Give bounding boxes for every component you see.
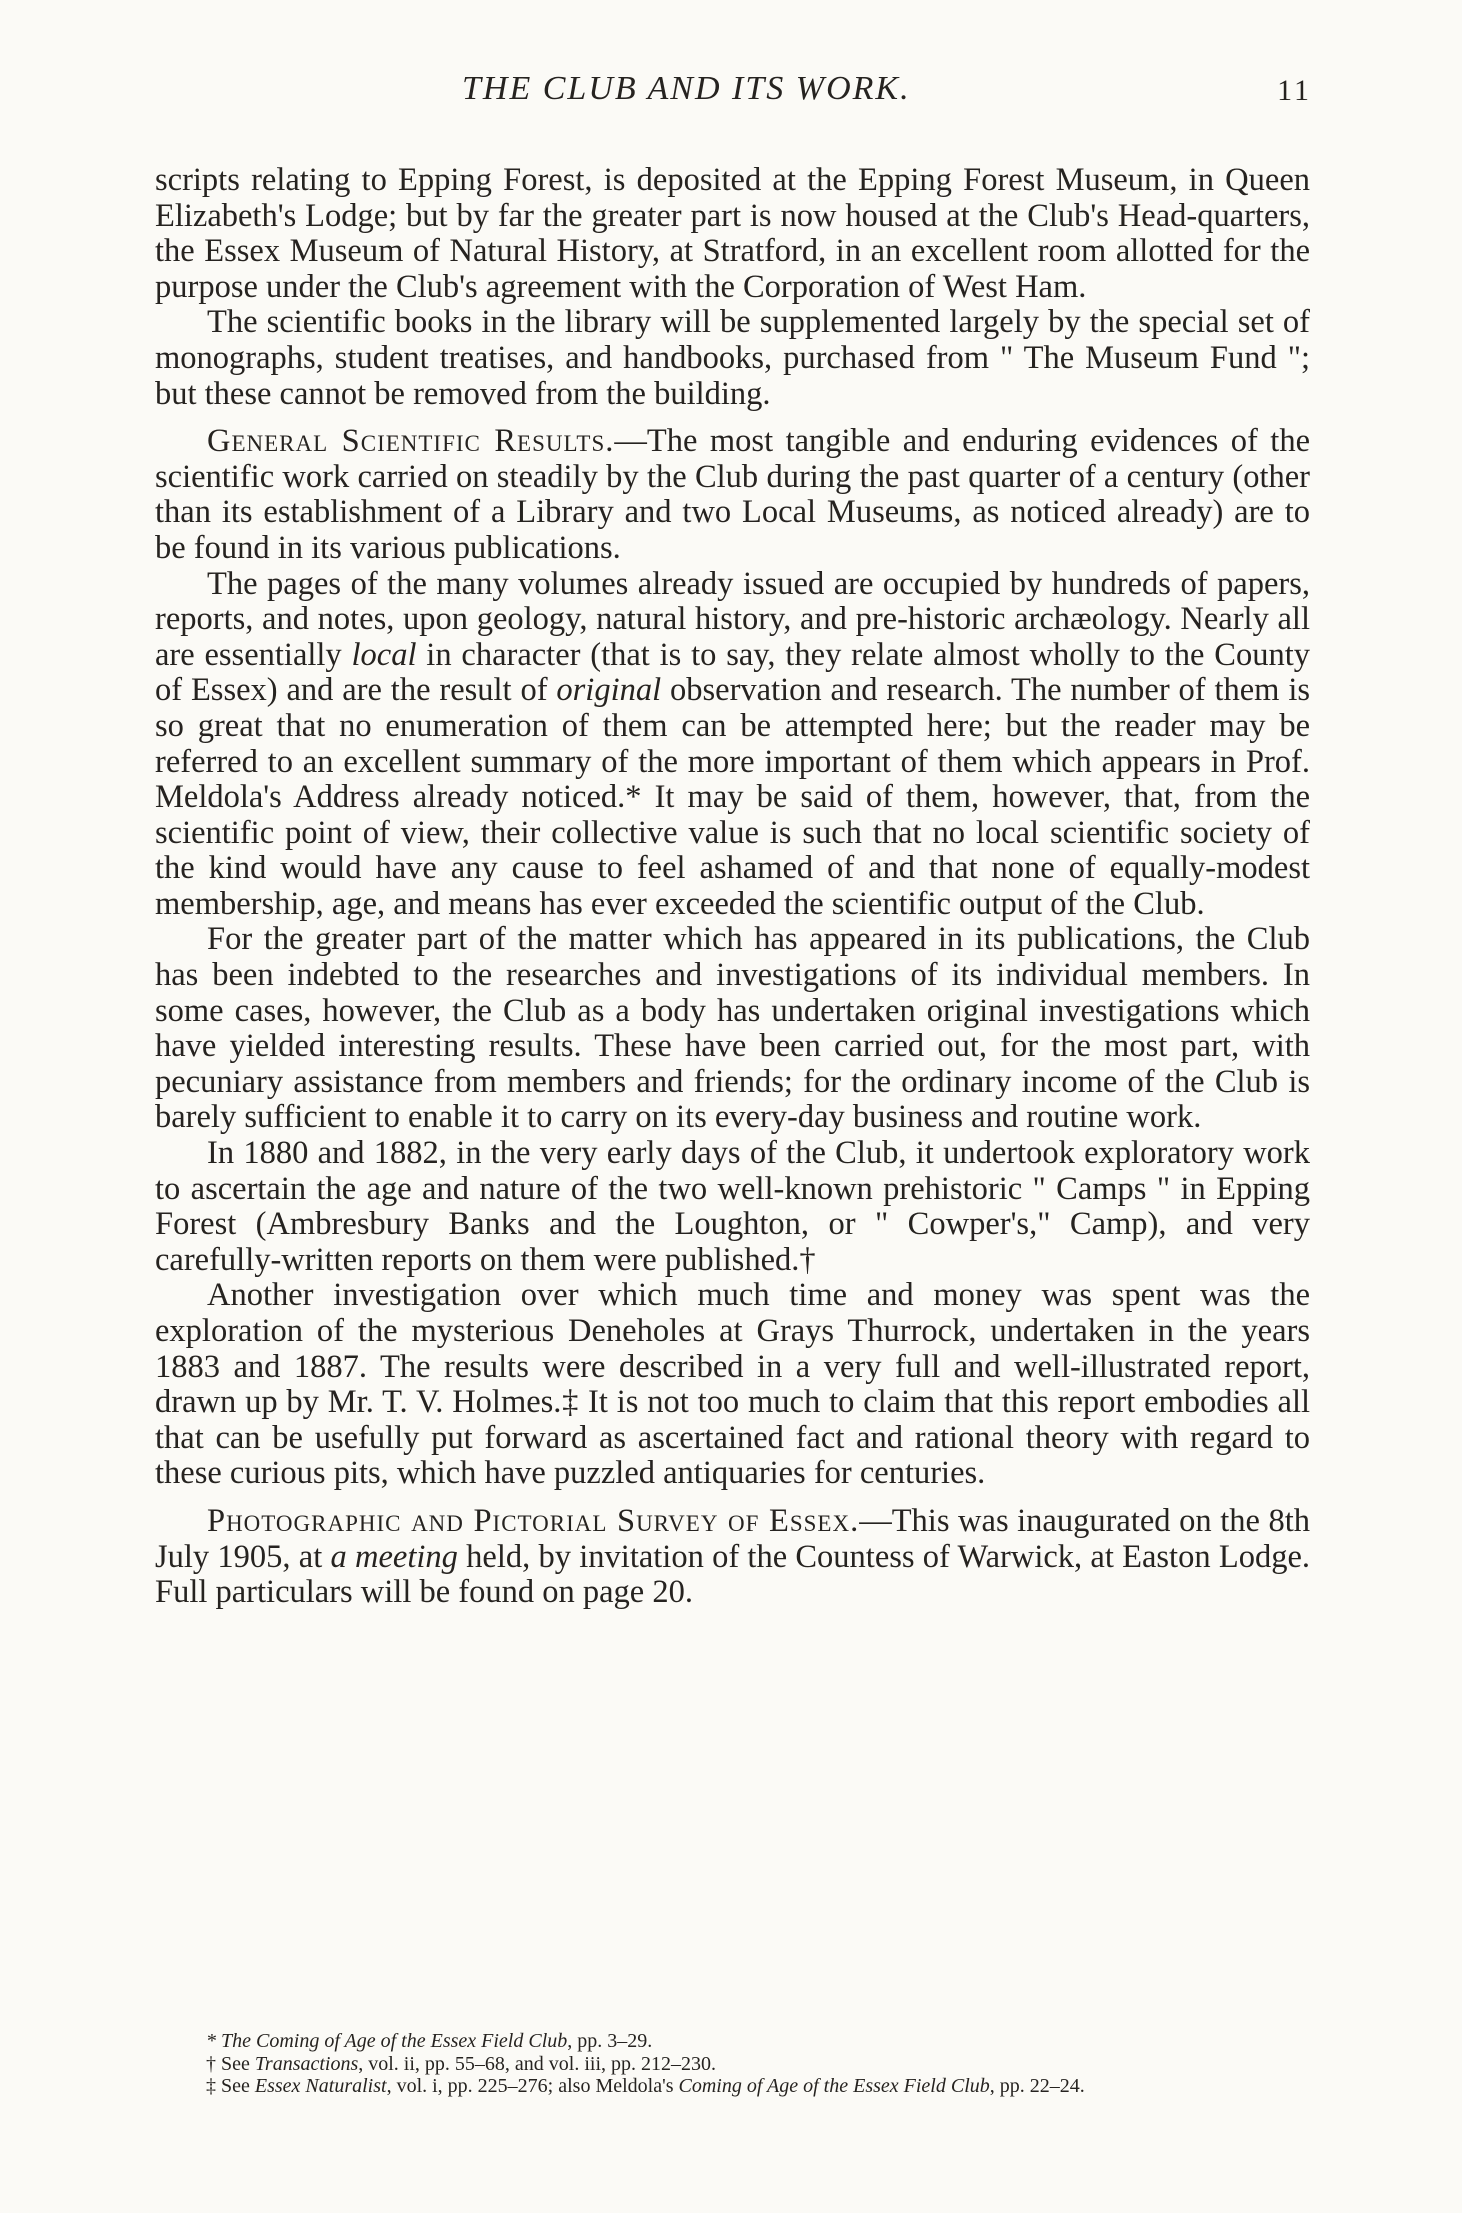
footnote-2-text-a: † See xyxy=(206,2052,255,2075)
page-header xyxy=(0,70,1462,120)
paragraph-4-text-a: The pages of the many volumes already issued are occupied by hundreds of papers, reports, and notes, upon geology, natural history, and pre-historic archæology. Nearly all are essentially xyxy=(155,565,1310,673)
page-number: 11 xyxy=(1277,74,1312,107)
footnote-2-title: Transactions xyxy=(254,2052,359,2075)
paragraph-1: scripts relating to Epping Forest, is deposited at the Epping Forest Museum, in Queen Elizabeth's Lodge; but by far the greater part is now housed at the Club's Head-quarters, the Essex Museum of Natural History, at Stratford, in an excellent room allotted for the purpose under the Club's agreement with the Corporation of West Ham. xyxy=(155,162,1310,305)
paragraph-4 xyxy=(155,567,1310,923)
footnote-3-title-1: Essex Naturalist xyxy=(254,2075,387,2097)
body-text xyxy=(155,163,1310,1611)
paragraph-5: For the greater part of the matter which has appeared in its publications, the Club has been indebted to the researches and investigations of its individual members. In some cases, however, the Club as a body has undertaken original investigations which have yielded interesting results. These have been carried out, for the most part, with pecuniary assistance from members and friends; for the ordinary income of the Club is barely sufficient to enable it to carry on its every-day business and routine work. xyxy=(155,921,1310,1136)
footnote-1-title: The Coming of Age of the Essex Field Club xyxy=(221,2030,568,2052)
footnote-3-text-b: , vol. i, pp. 225–276; also Meldola's xyxy=(386,2075,679,2097)
footnotes xyxy=(143,2030,1310,2098)
paragraph-4-text-c: observation and research. The number of them is so great that no enumeration of them can be attempted here; but the reader may be referred to an excellent summary of the more important of them which appears in Prof. Meldola's Address already noticed.* It may be said of them, however, that, from the scientific point of view, their collective value is such that no local scientific society of the kind would have any cause to feel ashamed of and that none of equally-modest membership, age, and means has ever exceeded the scientific output of the Club. xyxy=(155,672,1310,922)
paragraph-6: In 1880 and 1882, in the very early days of the Club, it undertook exploratory work to ascertain the age and nature of the two well-known prehistoric " Camps " in Epping Forest (Ambresbury Banks and the Loughton, or " Cowper's," Camp), and very carefully-written reports on them were published.† xyxy=(155,1135,1310,1278)
footnote-2-text-b: , vol. ii, pp. 55–68, and vol. iii, pp. 212–230. xyxy=(358,2052,717,2075)
emphasis-a-meeting: a meeting xyxy=(330,1538,458,1575)
footnote-3-title-2: Coming of Age of the Essex Field Club xyxy=(678,2075,990,2097)
paragraph-8-text-a: —This was inaugurated on the 8th July 1905, at xyxy=(155,1502,1310,1575)
paragraph-3 xyxy=(155,424,1310,566)
paragraph-2: The scientific books in the library will be supplemented largely by the special set of monographs, student treatises, and handbooks, purchased from " The Museum Fund "; but these cannot be removed from the building. xyxy=(155,304,1310,412)
running-title: THE CLUB AND ITS WORK. xyxy=(462,70,911,107)
footnote-3 xyxy=(143,2075,1310,2098)
paragraph-8-text-b: held, by invitation of the Countess of Warwick, at Easton Lodge. Full particulars will be found on page 20. xyxy=(155,1538,1310,1611)
paragraph-4-text-b: in character (that is to say, they relate almost wholly to the County of Essex) and are the result of xyxy=(155,636,1310,709)
paragraph-8 xyxy=(155,1504,1310,1611)
emphasis-local: local xyxy=(351,636,417,673)
footnote-1-mark: * xyxy=(206,2030,221,2052)
footnote-3-text-a: ‡ See xyxy=(206,2075,255,2097)
footnote-3-text-c: , pp. 22–24. xyxy=(989,2075,1085,2097)
footnote-1 xyxy=(143,2030,1310,2053)
section-heading-photographic-survey: Photographic and Pictorial Survey of Essex. xyxy=(207,1502,860,1539)
emphasis-original: original xyxy=(556,672,662,709)
footnote-1-pages: , pp. 3–29. xyxy=(567,2030,653,2052)
paragraph-3-text: —The most tangible and enduring evidences of the scientific work carried on steadily by the Club during the past quarter of a century (other than its establishment of a Library and two Local Museums, as noticed already) are to be found in its various publications. xyxy=(155,423,1311,566)
footnote-2 xyxy=(143,2053,1310,2076)
section-heading-scientific-results: General Scientific Results. xyxy=(207,423,615,460)
paragraph-7: Another investigation over which much time and money was spent was the exploration of the mysterious Deneholes at Grays Thurrock, undertaken in the years 1883 and 1887. The results were described in a very full and well-illustrated report, drawn up by Mr. T. V. Holmes.‡ It is not too much to claim that this report embodies all that can be usefully put forward as ascertained fact and rational theory with regard to these curious pits, which have puzzled antiquaries for centuries. xyxy=(155,1277,1310,1492)
